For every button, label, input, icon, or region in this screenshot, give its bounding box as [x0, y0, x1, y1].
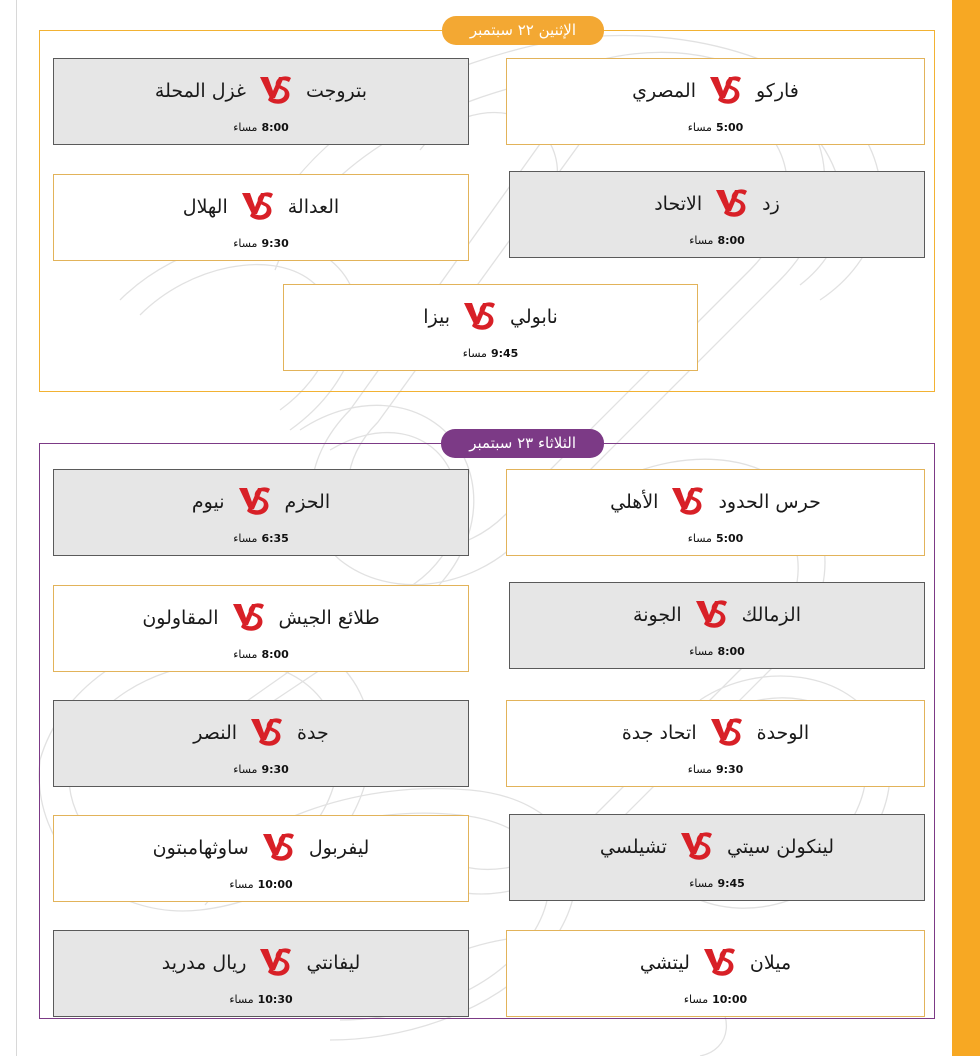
match-card [509, 582, 925, 669]
home-team: نابولي [510, 306, 558, 328]
match-card [53, 930, 469, 1017]
away-team: ريال مدريد [161, 952, 247, 974]
vs-icon [708, 74, 744, 108]
kickoff-time: 9:30 [261, 236, 289, 250]
orange-side-strip [952, 0, 980, 1056]
away-team: المصري [632, 80, 696, 102]
away-team: النصر [193, 722, 238, 744]
kickoff-time: 8:00 [717, 644, 745, 658]
kickoff-time: 9:30 [715, 762, 744, 776]
home-team: ليفانتي [306, 952, 361, 974]
day2-date-banner: الثلاثاء ٢٣ سبتمبر [441, 429, 604, 458]
away-team: ساوثهامبتون [152, 837, 249, 859]
away-team: الأهلي [610, 491, 659, 513]
away-team: المقاولون [142, 607, 219, 629]
time-period: مساء [687, 531, 712, 545]
time-period: مساء [689, 876, 714, 890]
time-period: مساء [233, 762, 258, 776]
kickoff-time: 10:30 [257, 992, 293, 1006]
match-card [509, 814, 925, 901]
home-team: بتروجت [305, 80, 368, 102]
time-period: مساء [683, 992, 709, 1006]
away-team: غزل المحلة [154, 80, 246, 102]
vs-icon [709, 716, 745, 750]
vs-icon [231, 601, 267, 635]
vs-icon [249, 716, 285, 750]
time-period: مساء [229, 877, 254, 891]
vs-icon [462, 300, 498, 334]
away-team: ليتشي [639, 952, 690, 974]
away-team: الجونة [633, 604, 682, 626]
match-card [283, 284, 698, 371]
time-period: مساء [233, 120, 258, 134]
home-team: ليفربول [308, 837, 370, 859]
home-team: حرس الحدود [718, 491, 821, 513]
vs-icon [258, 74, 294, 108]
home-team: العدالة [287, 196, 340, 218]
away-team: الاتحاد [654, 193, 703, 215]
away-team: اتحاد جدة [621, 722, 697, 744]
match-card [509, 171, 925, 258]
home-team: الحزم [284, 491, 331, 513]
away-team: بيزا [423, 306, 450, 328]
kickoff-time: 8:00 [717, 233, 745, 247]
day2-section [39, 434, 935, 1019]
kickoff-time: 8:00 [261, 120, 289, 134]
kickoff-time: 6:35 [261, 531, 289, 545]
home-team: جدة [297, 722, 329, 744]
vs-icon [694, 598, 730, 632]
day1-section [39, 21, 935, 392]
time-period: مساء [462, 346, 487, 360]
left-border-strip [0, 0, 17, 1056]
away-team: تشيلسي [599, 836, 667, 858]
vs-icon [670, 485, 706, 519]
kickoff-time: 5:00 [715, 120, 744, 134]
day1-date-banner: الإثنين ٢٢ سبتمبر [442, 16, 604, 45]
match-card [506, 469, 925, 556]
match-card [53, 585, 469, 672]
time-period: مساء [233, 647, 258, 661]
vs-icon [237, 485, 273, 519]
match-card [53, 174, 469, 261]
vs-icon [240, 190, 276, 224]
match-card [53, 815, 469, 902]
match-card [506, 700, 925, 787]
kickoff-time: 10:00 [257, 877, 293, 891]
away-team: الهلال [182, 196, 228, 218]
home-team: طلائع الجيش [278, 607, 380, 629]
time-period: مساء [687, 762, 712, 776]
kickoff-time: 9:45 [490, 346, 519, 360]
kickoff-time: 9:30 [261, 762, 289, 776]
vs-icon [258, 946, 294, 980]
time-period: مساء [233, 236, 258, 250]
match-card [53, 469, 469, 556]
home-team: لينكولن سيتي [726, 836, 835, 858]
kickoff-time: 10:00 [712, 992, 748, 1006]
match-card [506, 930, 925, 1017]
match-card [53, 58, 469, 145]
vs-icon [702, 946, 738, 980]
time-period: مساء [229, 992, 254, 1006]
time-period: مساء [233, 531, 258, 545]
home-team: فاركو [755, 80, 799, 102]
time-period: مساء [687, 120, 712, 134]
home-team: ميلان [749, 952, 792, 974]
kickoff-time: 9:45 [717, 876, 745, 890]
kickoff-time: 5:00 [715, 531, 744, 545]
home-team: الوحدة [756, 722, 810, 744]
match-card [506, 58, 925, 145]
vs-icon [679, 830, 715, 864]
time-period: مساء [689, 233, 714, 247]
home-team: زد [762, 193, 780, 215]
vs-icon [261, 831, 297, 865]
vs-icon [714, 187, 750, 221]
kickoff-time: 8:00 [261, 647, 289, 661]
time-period: مساء [689, 644, 714, 658]
away-team: نيوم [191, 491, 225, 513]
home-team: الزمالك [741, 604, 801, 626]
match-card [53, 700, 469, 787]
